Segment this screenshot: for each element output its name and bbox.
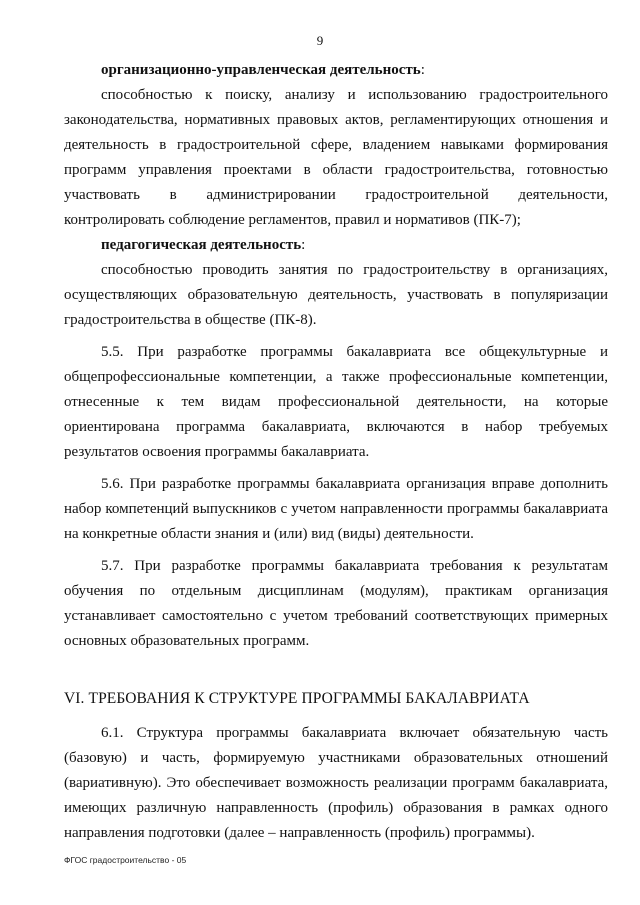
ped-activity-competence-text: способностью проводить занятия по градостроительству в организациях, осуществляющих образовательную деятельность, участвовать в популяризации градостроительства в обществе (ПК-8). [64, 262, 608, 328]
heading-colon: : [420, 62, 425, 78]
ped-activity-heading [64, 233, 608, 258]
paragraph-5-7: 5.7. При разработке программы бакалавриата требования к результатам обучения по отдельным дисциплинам (модулям), практикам организация устанавливает самостоятельно с учетом требований соответствующих примерных основных образовательных программ. [64, 558, 608, 649]
heading-colon: : [301, 237, 306, 253]
org-activity-heading-text: организационно-управленческая деятельность [101, 62, 421, 78]
page-number: 9 [316, 33, 324, 48]
paragraph-6-1: 6.1. Структура программы бакалавриата включает обязательную часть (базовую) и часть, формируемую участниками образовательных отношений (вариативную). Это обеспечивает возможность реализации программ бакалавриата, имеющих различную направленность (профиль) образования в рамках одного направления подготовки (далее – направленность (профиль) программы). [64, 725, 608, 841]
org-activity-heading [64, 58, 608, 83]
document-body [64, 58, 608, 846]
org-activity-competence-text: способностью к поиску, анализу и использованию градостроительного законодательства, нормативных правовых актов, регламентирующих отношения и деятельность в градостроительной сфере, владением навыками формирования программ управления проектами в области градостроительства, готовностью участвовать в администрировании градостроительной деятельности, контролировать соблюдение регламентов, правил и нормативов (ПК-7); [64, 87, 608, 228]
footer-doc-code: ФГОС градостроительство - 05 [64, 855, 187, 865]
paragraph-5-6: 5.6. При разработке программы бакалавриата организация вправе дополнить набор компетенций выпускников с учетом направленности программы бакалавриата на конкретные области знания и (или) вид (виды) деятельности. [64, 476, 608, 542]
section-title: VI. ТРЕБОВАНИЯ К СТРУКТУРЕ ПРОГРАММЫ БАКАЛАВРИАТА [64, 690, 530, 707]
paragraph-5-5: 5.5. При разработке программы бакалавриата все общекультурные и общепрофессиональные компетенции, а также профессиональные компетенции, отнесенные к тем видам профессиональной деятельности, на которые ориентирована программа бакалавриата, включаются в набор требуемых результатов освоения программы бакалавриата. [64, 344, 608, 460]
ped-activity-heading-text: педагогическая деятельность [101, 237, 302, 253]
